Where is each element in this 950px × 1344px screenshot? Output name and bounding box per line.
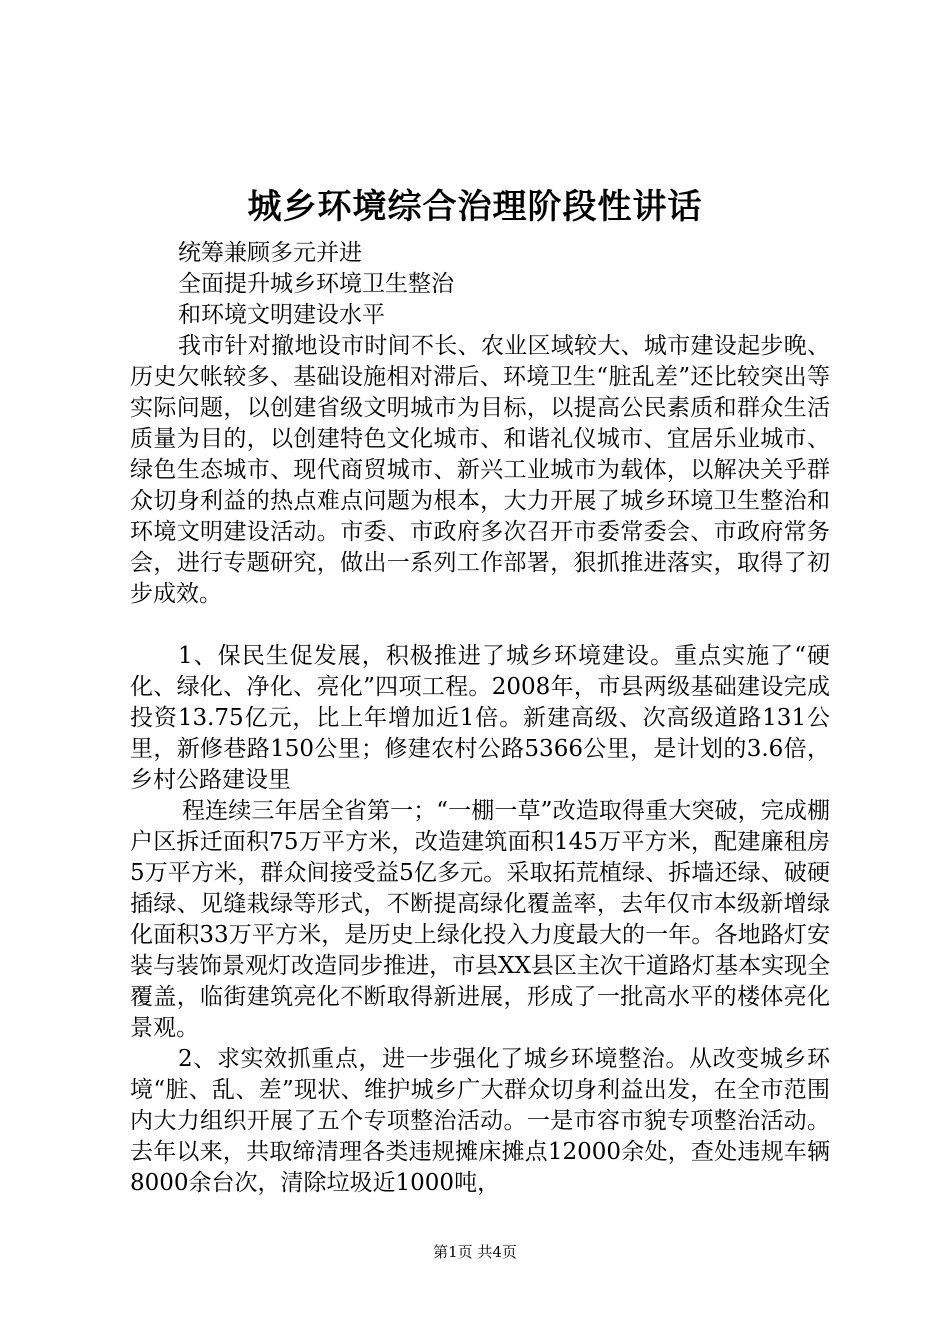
subtitle-line: 统筹兼顾多元并进 [178, 240, 362, 266]
document-body [130, 238, 830, 1199]
document-title: 城乡环境综合治理阶段性讲话 [247, 187, 703, 227]
page-footer: 第1页 共4页 [433, 1243, 517, 1261]
paragraph-section-1-continued: 程连续三年居全省第一；“一棚一草”改造取得重大突破，完成棚户区拆迁面积75万平方米，改造建筑面积145万平方米，配建廉租房5万平方米，群众间接受益5亿多元。采取拓荒植绿、拆墙还绿、破硬插绿、见缝栽绿等形式，不断提高绿化覆盖率，去年仅市本级新增绿化面积33万平方米，是历史上绿化投入力度最大的一年。各地路灯安装与装饰景观灯改造同步推进，市县XX县区主次干道路灯基本实现全覆盖，临街建筑亮化不断取得新进展，形成了一批高水平的楼体亮化景观。 [130, 798, 830, 1041]
paragraph-section-2: 2、求实效抓重点，进一步强化了城乡环境整治。从改变城乡环境“脏、乱、差”现状、维护城乡广大群众切身利益出发，在全市范围内大力组织开展了五个专项整治活动。一是市容市貌专项整治活动。去年以来，共取缔清理各类违规摊床摊点12000余处，查处违规车辆8000余台次，清除垃圾近1000吨， [130, 1046, 830, 1196]
subtitle-line: 全面提升城乡环境卫生整治 [178, 271, 454, 297]
subtitle-line: 和环境文明建设水平 [178, 302, 385, 328]
paragraph-section-1: 1、保民生促发展，积极推进了城乡环境建设。重点实施了“硬化、绿化、净化、亮化”四项工程。2008年，市县两级基础建设完成投资13.75亿元，比上年增加近1倍。新建高级、次高级道路131公里，新修巷路150公里；修建农村公路5366公里，是计划的3.6倍，乡村公路建设里 [130, 643, 830, 793]
paragraph-intro: 我市针对撤地设市时间不长、农业区域较大、城市建设起步晚、历史欠帐较多、基础设施相对滞后、环境卫生“脏乱差”还比较突出等实际问题，以创建省级文明城市为目标，以提高公民素质和群众生活质量为目的，以创建特色文化城市、和谐礼仪城市、宜居乐业城市、绿色生态城市、现代商贸城市、新兴工业城市为载体，以解决关乎群众切身利益的热点难点问题为根本，大力开展了城乡环境卫生整治和环境文明建设活动。市委、市政府多次召开市委常委会、市政府常务会，进行专题研究，做出一系列工作部署，狠抓推进落实，取得了初步成效。 [130, 333, 830, 607]
